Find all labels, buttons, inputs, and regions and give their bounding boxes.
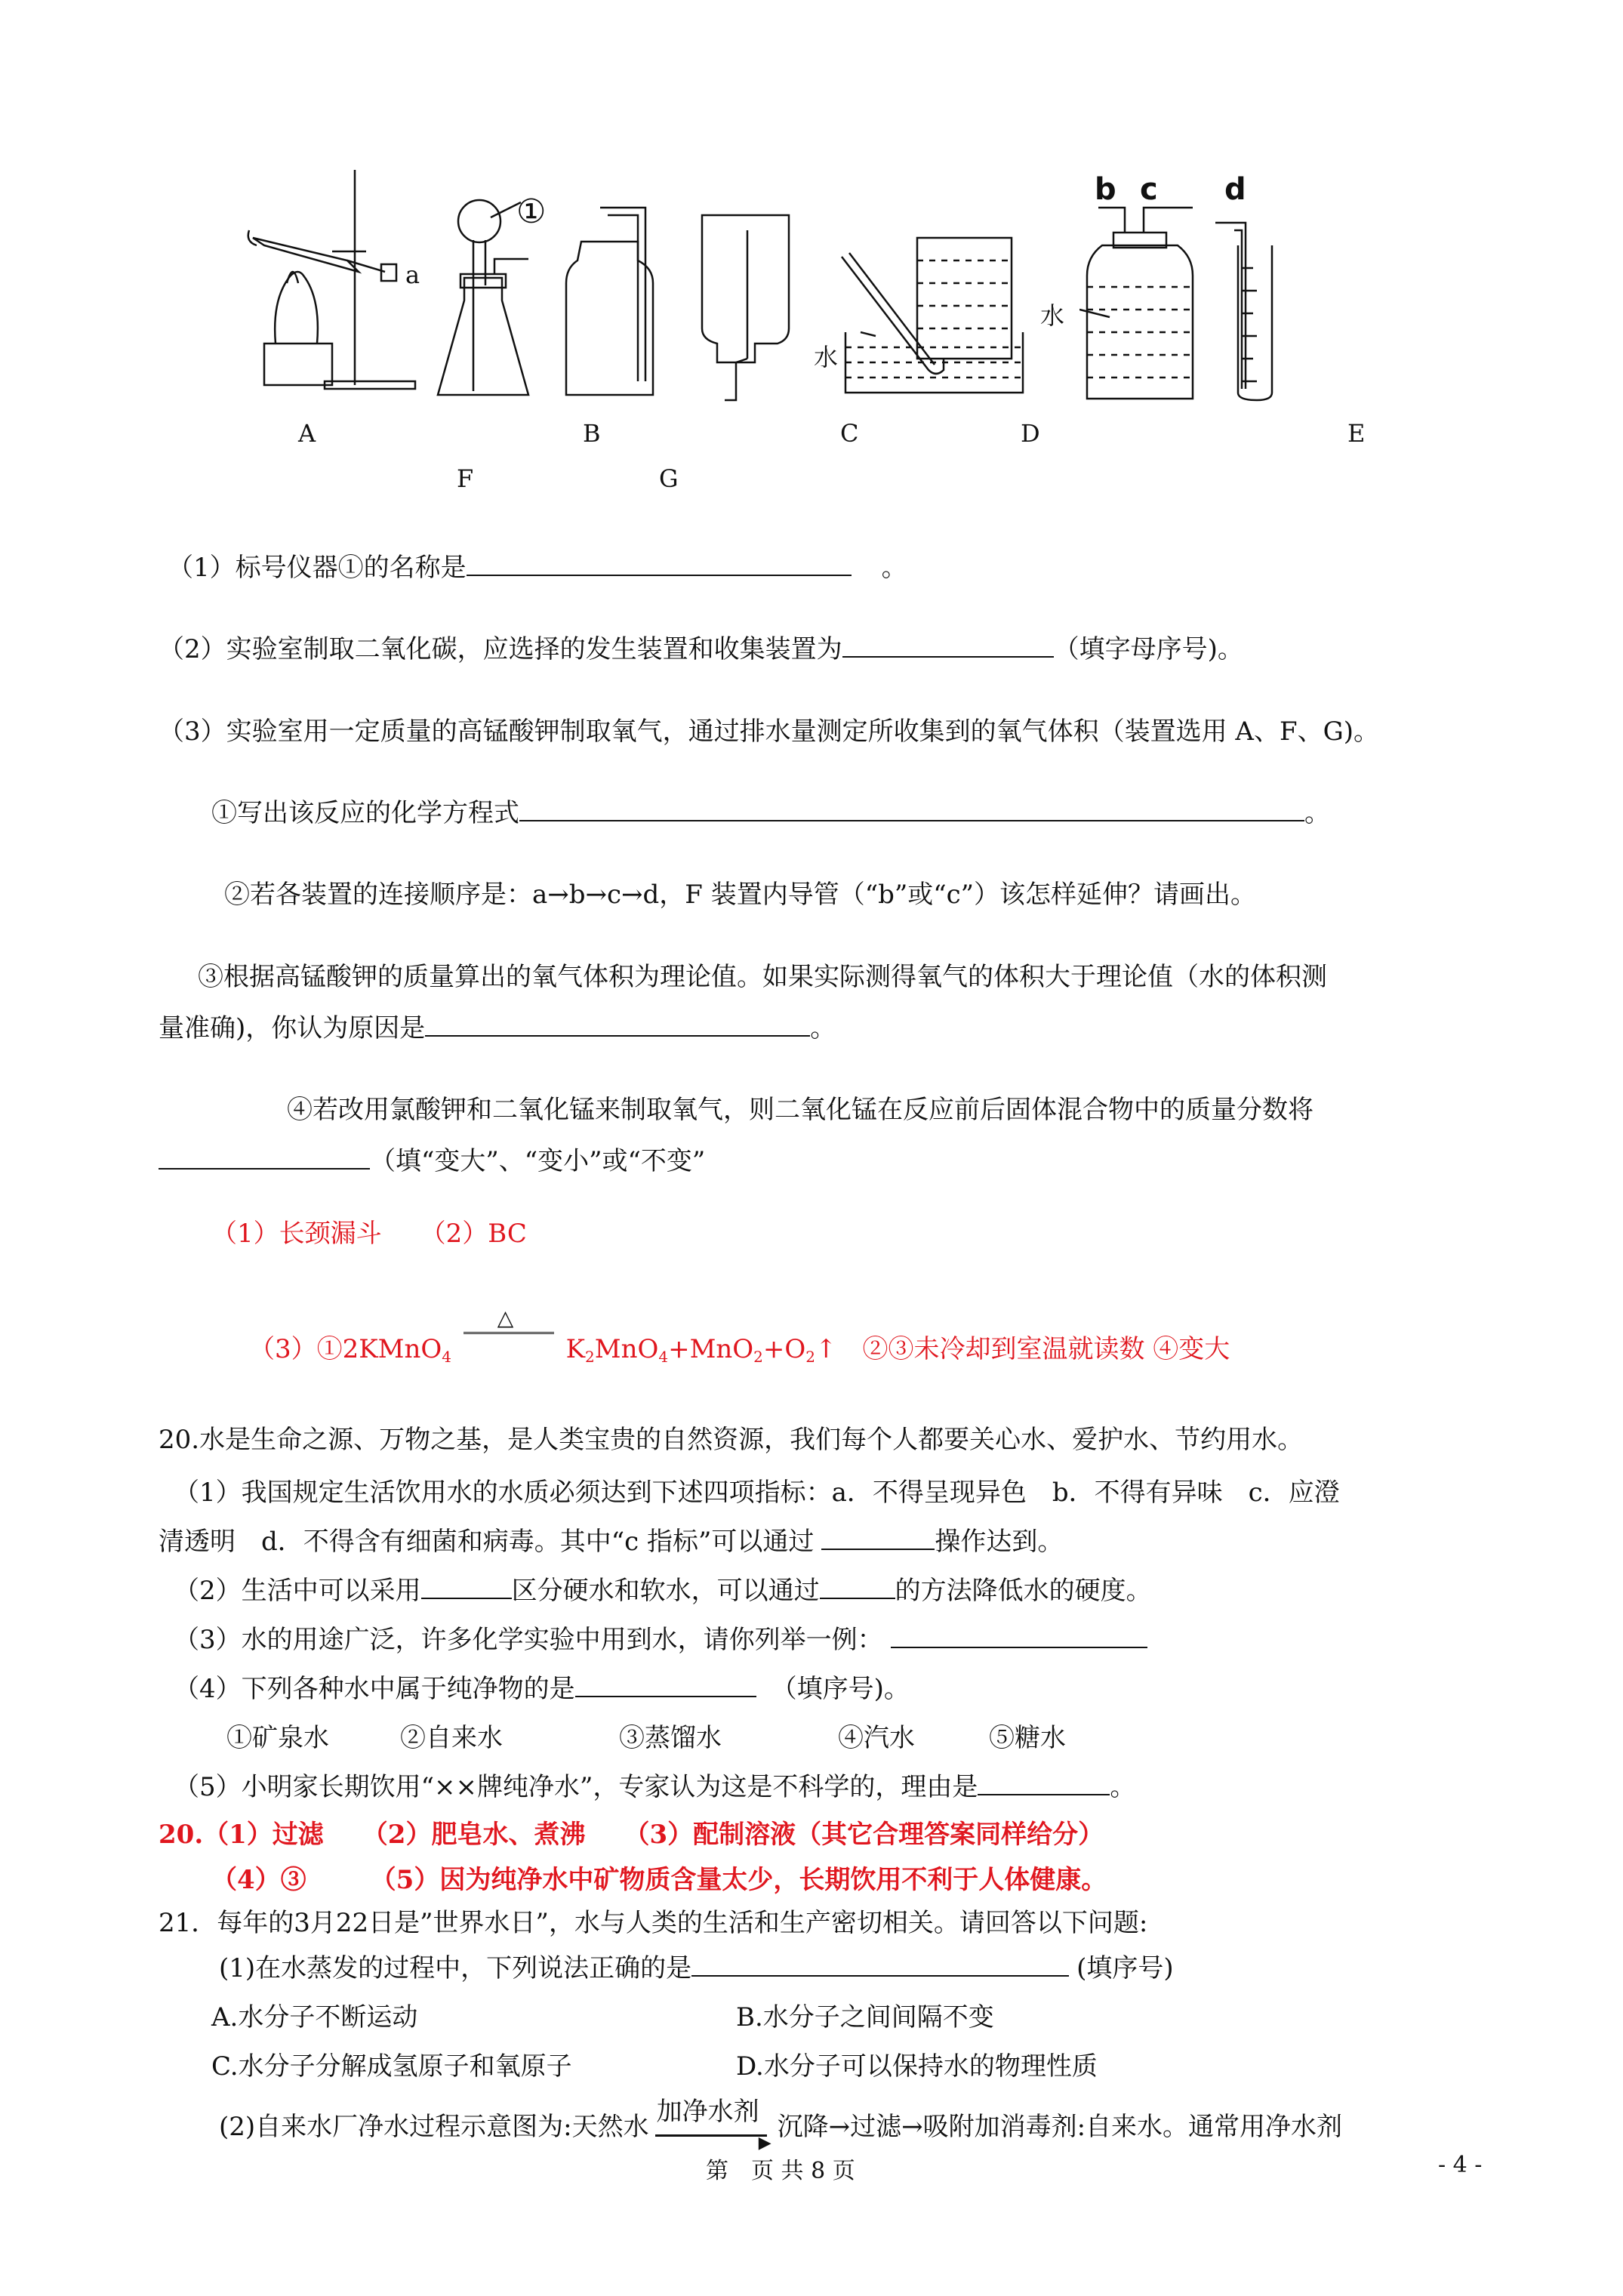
figure-label-a: A bbox=[298, 419, 316, 448]
q20-part2-blank2[interactable] bbox=[820, 1575, 895, 1599]
page-footer-text: 第 页 共 8 页 bbox=[706, 2158, 855, 2184]
figure-label-f: F bbox=[457, 464, 474, 493]
q20-title: 20.水是生命之源、万物之基，是人类宝贵的自然资源，我们每个人都要关心水、爱护水、节约用水。 bbox=[159, 1425, 1304, 1455]
port-a-label: a bbox=[405, 260, 420, 289]
reaction-condition-mark bbox=[460, 1305, 558, 1362]
q20-option: ③蒸馏水 bbox=[619, 1723, 722, 1753]
apparatus-f-drawing bbox=[1079, 204, 1200, 404]
port-d-label: d bbox=[1224, 172, 1246, 207]
q20-part2-mid: 区分硬水和软水，可以通过 bbox=[511, 1576, 820, 1606]
apparatus-trough-drawing bbox=[838, 227, 1034, 400]
q21-part1-text: (1)在水蒸发的过程中，下列说法正确的是 bbox=[219, 1953, 692, 1983]
q19-part2-text: （2）实验室制取二氧化碳，应选择的发生装置和收集装置为 bbox=[159, 634, 842, 664]
q19-answer-tail: ↑ ②③未冷却到室温就读数 ④变大 bbox=[815, 1334, 1230, 1364]
q19-sub3-blank[interactable] bbox=[425, 1012, 810, 1037]
q21-option-b: B.水分子之间间隔不变 bbox=[736, 2002, 994, 2032]
q20-part3 bbox=[174, 1623, 1147, 1657]
q19-sub1-end: 。 bbox=[1304, 798, 1330, 828]
q19-sub4-blank[interactable] bbox=[159, 1145, 370, 1170]
q20-part1-end: 操作达到。 bbox=[935, 1527, 1064, 1557]
q21-option-d: D.水分子可以保持水的物理性质 bbox=[736, 2051, 1098, 2082]
q20-part1-blank[interactable] bbox=[821, 1526, 935, 1550]
q19-sub3-end: 。 bbox=[810, 1013, 836, 1043]
q20-answer-line2: （4）③ （5）因为纯净水中矿物质含量太少，长期饮用不利于人体健康。 bbox=[211, 1865, 1107, 1895]
port-b-label: b bbox=[1095, 172, 1116, 207]
q19-sub1-text: ①写出该反应的化学方程式 bbox=[211, 798, 519, 828]
q19-part1 bbox=[168, 551, 907, 584]
port-c-label: c bbox=[1140, 172, 1158, 207]
q19-answer-sub: 2 bbox=[585, 1348, 595, 1366]
figure-label-c: C bbox=[840, 419, 859, 448]
apparatus-c-drawing bbox=[562, 200, 661, 400]
q20-option: ②自来水 bbox=[400, 1723, 503, 1753]
water-label-f: 水 bbox=[1040, 301, 1065, 330]
q19-part3: （3）实验室用一定质量的高锰酸钾制取氧气，通过排水量测定所收集到的氧气体积（装置选用 A、F、G)。 bbox=[159, 717, 1380, 747]
q20-part3-blank[interactable] bbox=[891, 1624, 1147, 1648]
q19-answer-sub: 2 bbox=[753, 1348, 763, 1366]
q21-option-c: C.水分子分解成氢原子和氧原子 bbox=[211, 2051, 572, 2082]
q19-sub4-line2 bbox=[159, 1145, 705, 1178]
q20-answer-line1: 20.（1）过滤 （2）肥皂水、煮沸 （3）配制溶液（其它合理答案同样给分） bbox=[159, 1820, 1104, 1850]
q19-answer-mno: MnO bbox=[594, 1334, 659, 1364]
q19-part2 bbox=[159, 633, 1243, 666]
q20-part1-line2 bbox=[159, 1525, 1063, 1558]
q19-sub4-end: （填“变大”、“变小”或“不变” bbox=[370, 1146, 706, 1176]
q20-part3-text: （3）水的用途广泛，许多化学实验中用到水，请你列举一例： bbox=[174, 1625, 883, 1655]
q19-part1-end: 。 bbox=[881, 553, 907, 583]
q20-part4 bbox=[174, 1672, 910, 1706]
heat-delta-symbol: △ bbox=[497, 1305, 514, 1330]
figure-label-e: E bbox=[1347, 419, 1366, 448]
q21-part2 bbox=[219, 2097, 1343, 2153]
q20-option: ④汽水 bbox=[838, 1723, 915, 1753]
q21-part2-end: 沉降→过滤→吸附加消毒剂:自来水。通常用净水剂 bbox=[777, 2112, 1343, 2142]
figure-label-b: B bbox=[583, 419, 601, 448]
apparatus-g-drawing bbox=[1212, 215, 1283, 404]
q20-part4-blank[interactable] bbox=[575, 1673, 756, 1697]
q21-part1-end: (填序号) bbox=[1076, 1953, 1174, 1983]
page-number: - 4 - bbox=[1438, 2152, 1483, 2178]
q19-answer-sub: 4 bbox=[658, 1348, 669, 1366]
apparatus-d-drawing bbox=[694, 208, 800, 404]
q20-option: ①矿泉水 bbox=[226, 1723, 329, 1753]
q19-answer-sub: 4 bbox=[442, 1348, 451, 1366]
q19-answer-sub: 2 bbox=[805, 1348, 815, 1366]
q20-part5-end: 。 bbox=[1110, 1772, 1136, 1802]
q20-part4-end: （填序号)。 bbox=[771, 1674, 910, 1704]
q20-part1-text: 清透明 d．不得含有细菌和病毒。其中“c 指标”可以通过 bbox=[159, 1527, 815, 1557]
apparatus-a-drawing bbox=[234, 170, 430, 396]
q20-part2-blank1[interactable] bbox=[421, 1575, 512, 1599]
q19-answer-mno2: +MnO bbox=[668, 1334, 754, 1364]
q19-sub4-line1: ④若改用氯酸钾和二氧化锰来制取氧气，则二氧化锰在反应前后固体混合物中的质量分数将 bbox=[287, 1095, 1313, 1125]
q20-part5 bbox=[174, 1771, 1135, 1804]
q19-answer-eq-left: （3）①2KMnO bbox=[249, 1334, 442, 1364]
q19-part1-text: （1）标号仪器①的名称是 bbox=[168, 553, 467, 583]
q19-sub1 bbox=[211, 797, 1330, 830]
label-circle-1: ① bbox=[516, 193, 547, 231]
q19-sub2: ②若各装置的连接顺序是：a→b→c→d，F 装置内导管（“b”或“c”）该怎样延伸？请画出。 bbox=[224, 880, 1257, 910]
process-arrowhead-icon: ▶ bbox=[758, 2134, 771, 2153]
q20-part2 bbox=[174, 1574, 1152, 1607]
process-arrow-shaft bbox=[655, 2134, 767, 2137]
q19-answer-line1: （1）长颈漏斗 （2）BC bbox=[211, 1219, 527, 1249]
q20-part5-blank[interactable] bbox=[978, 1771, 1110, 1795]
q19-answer-k: K bbox=[565, 1334, 586, 1364]
q20-part2-text: （2）生活中可以采用 bbox=[174, 1576, 421, 1606]
q19-sub3-line2 bbox=[159, 1012, 836, 1045]
q21-part1 bbox=[219, 1952, 1174, 1985]
q19-sub3-text: 量准确)，你认为原因是 bbox=[159, 1013, 426, 1043]
q21-part2-text: (2)自来水厂净水过程示意图为:天然水 bbox=[219, 2112, 649, 2142]
q20-options bbox=[226, 1721, 1066, 1755]
figure-label-d: D bbox=[1021, 419, 1040, 448]
q19-part2-end: （填字母序号)。 bbox=[1053, 634, 1243, 664]
q20-part5-text: （5）小明家长期饮用“××牌纯净水”，专家认为这是不科学的，理由是 bbox=[174, 1772, 978, 1802]
q20-part1-line1: （1）我国规定生活饮用水的水质必须达到下述四项指标：a．不得呈现异色 b．不得有异味 c．应澄 bbox=[174, 1478, 1340, 1508]
process-arrow-label: 加净水剂 bbox=[656, 2097, 759, 2127]
q20-part2-end: 的方法降低水的硬度。 bbox=[895, 1576, 1152, 1606]
q19-part1-blank[interactable] bbox=[467, 552, 852, 576]
q21-part1-blank[interactable] bbox=[691, 1952, 1069, 1977]
reaction-equals-line bbox=[463, 1332, 554, 1334]
process-arrow bbox=[649, 2097, 771, 2153]
q19-sub3-line1: ③根据高锰酸钾的质量算出的氧气体积为理论值。如果实际测得氧气的体积大于理论值（水的体积测 bbox=[198, 962, 1327, 992]
q21-title: 21．每年的3月22日是”世界水日”，水与人类的生活和生产密切相关。请回答以下问题: bbox=[159, 1908, 1148, 1938]
q20-option: ⑤糖水 bbox=[989, 1723, 1066, 1753]
q19-part2-blank[interactable] bbox=[842, 633, 1054, 658]
q19-answer-o2: +O bbox=[762, 1334, 806, 1364]
figure-label-g: G bbox=[659, 464, 679, 493]
water-label-c: 水 bbox=[814, 343, 839, 371]
q20-part4-text: （4）下列各种水中属于纯净物的是 bbox=[174, 1674, 575, 1704]
q19-answer-line2 bbox=[249, 1305, 1230, 1373]
q19-sub1-blank[interactable] bbox=[519, 797, 1304, 821]
q21-option-a: A.水分子不断运动 bbox=[211, 2002, 418, 2032]
